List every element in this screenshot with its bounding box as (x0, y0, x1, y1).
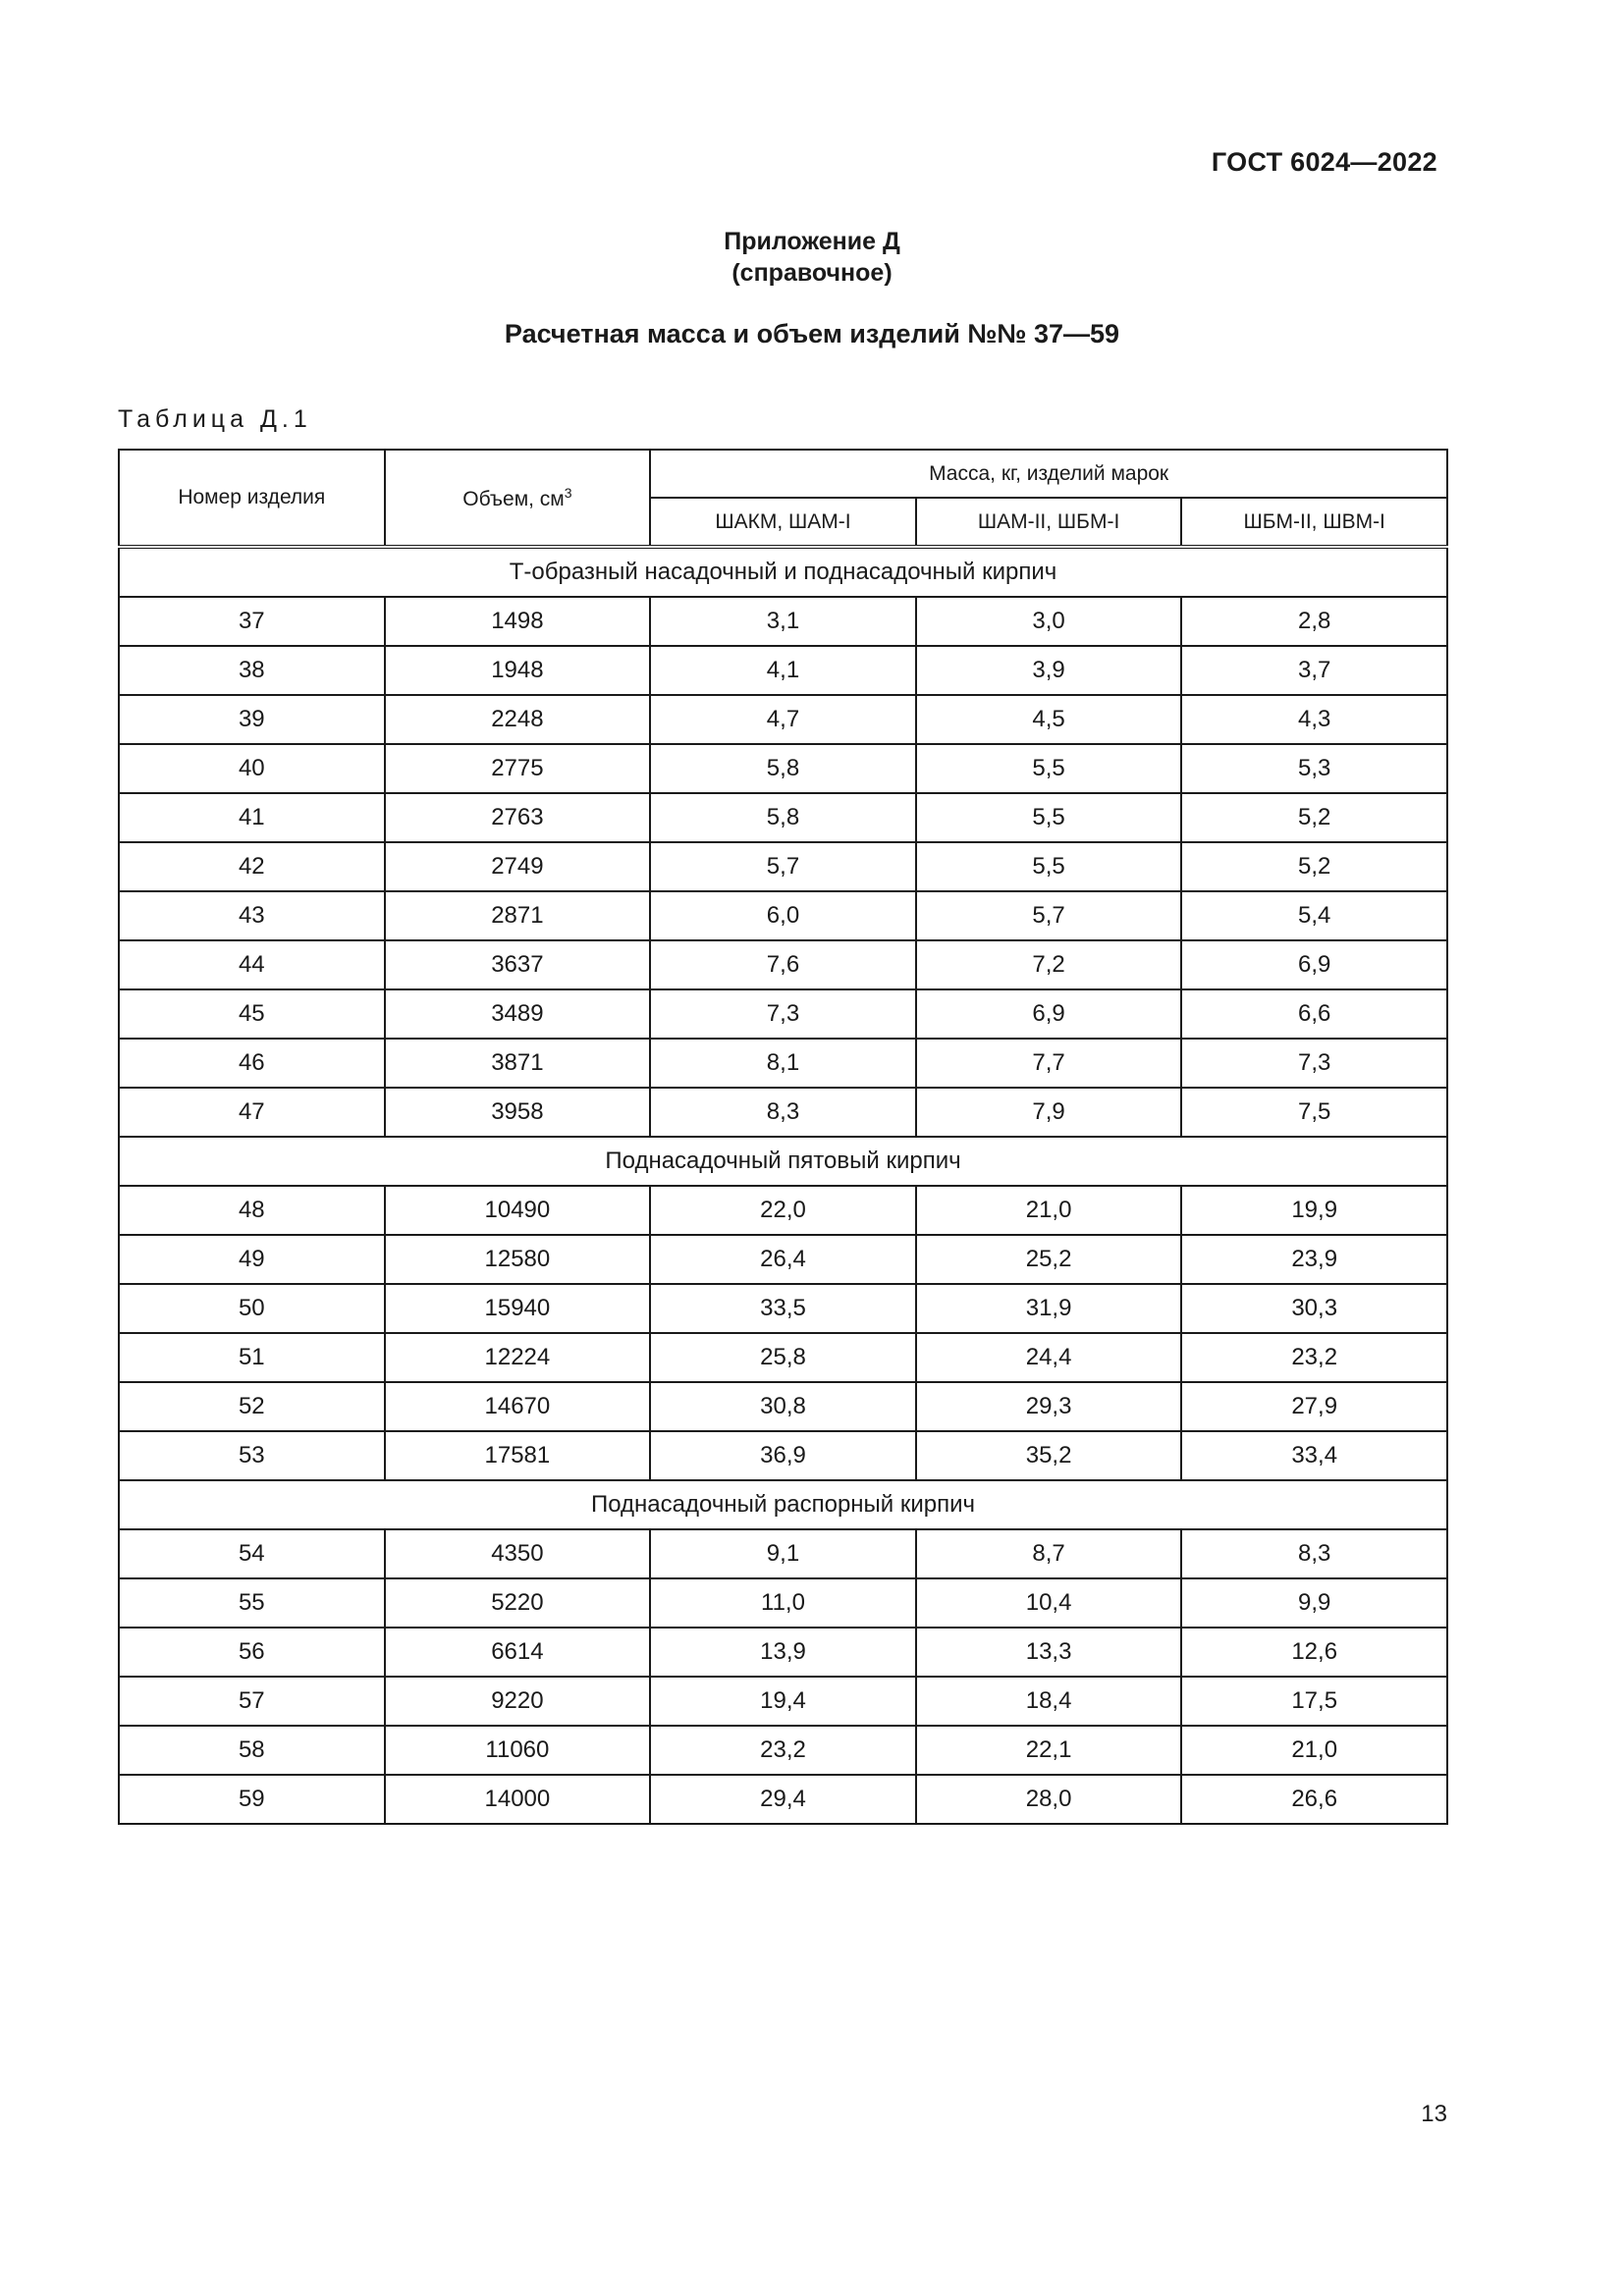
table-row (119, 940, 1447, 989)
cell-item-number: 48 (119, 1186, 385, 1235)
cell-volume: 4350 (385, 1529, 651, 1578)
cell-item-number: 52 (119, 1382, 385, 1431)
document-code: ГОСТ 6024—2022 (1211, 147, 1437, 177)
header-volume-label: Объем, см (462, 487, 565, 510)
cell-item-number: 38 (119, 646, 385, 695)
cell-mass-grade-3: 23,2 (1181, 1333, 1447, 1382)
cell-mass-grade-3: 5,2 (1181, 842, 1447, 891)
cell-item-number: 54 (119, 1529, 385, 1578)
table-row (119, 1039, 1447, 1088)
cell-mass-grade-1: 29,4 (650, 1775, 916, 1824)
cell-mass-grade-3: 5,4 (1181, 891, 1447, 940)
cell-mass-grade-2: 3,9 (916, 646, 1182, 695)
cell-volume: 1498 (385, 597, 651, 646)
table-row (119, 989, 1447, 1039)
cell-volume: 11060 (385, 1726, 651, 1775)
cell-item-number: 46 (119, 1039, 385, 1088)
cell-mass-grade-2: 8,7 (916, 1529, 1182, 1578)
cell-mass-grade-1: 5,8 (650, 744, 916, 793)
cell-mass-grade-2: 24,4 (916, 1333, 1182, 1382)
cell-mass-grade-2: 4,5 (916, 695, 1182, 744)
cell-volume: 3637 (385, 940, 651, 989)
cell-volume: 2763 (385, 793, 651, 842)
header-grade-2: ШАМ-II, ШБМ-I (916, 498, 1182, 547)
header-mass-group: Масса, кг, изделий марок (650, 450, 1447, 498)
cell-mass-grade-2: 5,7 (916, 891, 1182, 940)
section-title: Поднасадочный распорный кирпич (119, 1480, 1447, 1529)
cell-item-number: 51 (119, 1333, 385, 1382)
cell-volume: 9220 (385, 1677, 651, 1726)
cell-item-number: 37 (119, 597, 385, 646)
cell-mass-grade-3: 33,4 (1181, 1431, 1447, 1480)
cell-mass-grade-1: 23,2 (650, 1726, 916, 1775)
cell-mass-grade-2: 6,9 (916, 989, 1182, 1039)
section-title: Т-образный насадочный и поднасадочный кирпич (119, 547, 1447, 597)
cell-volume: 17581 (385, 1431, 651, 1480)
cell-mass-grade-3: 7,3 (1181, 1039, 1447, 1088)
cell-mass-grade-2: 25,2 (916, 1235, 1182, 1284)
cell-mass-grade-1: 22,0 (650, 1186, 916, 1235)
table-row (119, 744, 1447, 793)
cell-mass-grade-1: 7,6 (650, 940, 916, 989)
header-grade-1: ШАКМ, ШАМ-I (650, 498, 916, 547)
section-row (119, 1480, 1447, 1529)
cell-item-number: 49 (119, 1235, 385, 1284)
cell-mass-grade-1: 11,0 (650, 1578, 916, 1628)
cell-mass-grade-1: 8,1 (650, 1039, 916, 1088)
cell-mass-grade-2: 29,3 (916, 1382, 1182, 1431)
cell-mass-grade-3: 12,6 (1181, 1628, 1447, 1677)
cell-mass-grade-1: 3,1 (650, 597, 916, 646)
table-row (119, 695, 1447, 744)
cell-mass-grade-1: 30,8 (650, 1382, 916, 1431)
cell-mass-grade-2: 5,5 (916, 744, 1182, 793)
table-row (119, 891, 1447, 940)
cell-mass-grade-2: 21,0 (916, 1186, 1182, 1235)
cell-mass-grade-1: 5,7 (650, 842, 916, 891)
cell-volume: 2248 (385, 695, 651, 744)
cell-item-number: 41 (119, 793, 385, 842)
cell-mass-grade-3: 4,3 (1181, 695, 1447, 744)
cell-mass-grade-2: 5,5 (916, 793, 1182, 842)
table-row (119, 1088, 1447, 1137)
table-row (119, 793, 1447, 842)
cell-item-number: 56 (119, 1628, 385, 1677)
cell-mass-grade-1: 13,9 (650, 1628, 916, 1677)
cell-item-number: 58 (119, 1726, 385, 1775)
cell-mass-grade-1: 36,9 (650, 1431, 916, 1480)
cell-mass-grade-2: 13,3 (916, 1628, 1182, 1677)
header-grade-3: ШБМ-II, ШВМ-I (1181, 498, 1447, 547)
cell-item-number: 39 (119, 695, 385, 744)
cell-mass-grade-3: 2,8 (1181, 597, 1447, 646)
table-row (119, 1775, 1447, 1824)
cell-mass-grade-1: 5,8 (650, 793, 916, 842)
table-caption: Таблица Д.1 (118, 405, 312, 433)
cell-mass-grade-1: 4,1 (650, 646, 916, 695)
cell-volume: 1948 (385, 646, 651, 695)
cell-mass-grade-1: 33,5 (650, 1284, 916, 1333)
cell-mass-grade-1: 26,4 (650, 1235, 916, 1284)
cell-mass-grade-1: 9,1 (650, 1529, 916, 1578)
table-body (119, 547, 1447, 1824)
cell-volume: 2871 (385, 891, 651, 940)
cell-volume: 3871 (385, 1039, 651, 1088)
cell-mass-grade-1: 25,8 (650, 1333, 916, 1382)
table-row (119, 1726, 1447, 1775)
cell-item-number: 43 (119, 891, 385, 940)
mass-volume-table (118, 449, 1448, 1825)
cell-mass-grade-1: 7,3 (650, 989, 916, 1039)
table-row (119, 1677, 1447, 1726)
table-row (119, 1333, 1447, 1382)
cell-mass-grade-3: 7,5 (1181, 1088, 1447, 1137)
table-row (119, 1529, 1447, 1578)
cell-mass-grade-3: 5,3 (1181, 744, 1447, 793)
header-volume-exponent: 3 (564, 484, 572, 501)
cell-mass-grade-2: 10,4 (916, 1578, 1182, 1628)
cell-volume: 5220 (385, 1578, 651, 1628)
cell-mass-grade-3: 3,7 (1181, 646, 1447, 695)
cell-item-number: 55 (119, 1578, 385, 1628)
cell-volume: 10490 (385, 1186, 651, 1235)
table-row (119, 1235, 1447, 1284)
table-row (119, 646, 1447, 695)
cell-volume: 15940 (385, 1284, 651, 1333)
cell-mass-grade-2: 3,0 (916, 597, 1182, 646)
cell-mass-grade-3: 23,9 (1181, 1235, 1447, 1284)
cell-mass-grade-3: 27,9 (1181, 1382, 1447, 1431)
cell-mass-grade-2: 31,9 (916, 1284, 1182, 1333)
cell-mass-grade-1: 4,7 (650, 695, 916, 744)
table-row (119, 1431, 1447, 1480)
cell-volume: 2775 (385, 744, 651, 793)
section-title: Поднасадочный пятовый кирпич (119, 1137, 1447, 1186)
cell-item-number: 45 (119, 989, 385, 1039)
cell-mass-grade-3: 17,5 (1181, 1677, 1447, 1726)
cell-volume: 3958 (385, 1088, 651, 1137)
table-row (119, 1578, 1447, 1628)
cell-mass-grade-3: 6,6 (1181, 989, 1447, 1039)
appendix-heading (0, 226, 1624, 289)
page-number: 13 (1421, 2101, 1447, 2127)
cell-mass-grade-3: 9,9 (1181, 1578, 1447, 1628)
table-row (119, 1186, 1447, 1235)
cell-volume: 14670 (385, 1382, 651, 1431)
cell-mass-grade-1: 8,3 (650, 1088, 916, 1137)
cell-mass-grade-3: 30,3 (1181, 1284, 1447, 1333)
section-row (119, 1137, 1447, 1186)
cell-item-number: 57 (119, 1677, 385, 1726)
cell-mass-grade-1: 19,4 (650, 1677, 916, 1726)
cell-item-number: 44 (119, 940, 385, 989)
cell-mass-grade-2: 7,7 (916, 1039, 1182, 1088)
cell-mass-grade-2: 7,9 (916, 1088, 1182, 1137)
cell-volume: 12580 (385, 1235, 651, 1284)
cell-mass-grade-3: 6,9 (1181, 940, 1447, 989)
section-row (119, 547, 1447, 597)
cell-item-number: 59 (119, 1775, 385, 1824)
cell-volume: 2749 (385, 842, 651, 891)
cell-mass-grade-3: 8,3 (1181, 1529, 1447, 1578)
cell-mass-grade-3: 19,9 (1181, 1186, 1447, 1235)
table-row (119, 1382, 1447, 1431)
cell-mass-grade-2: 28,0 (916, 1775, 1182, 1824)
cell-mass-grade-2: 18,4 (916, 1677, 1182, 1726)
cell-mass-grade-2: 7,2 (916, 940, 1182, 989)
appendix-title: Приложение Д (724, 228, 900, 255)
cell-item-number: 50 (119, 1284, 385, 1333)
cell-mass-grade-3: 21,0 (1181, 1726, 1447, 1775)
cell-item-number: 53 (119, 1431, 385, 1480)
table-row (119, 842, 1447, 891)
cell-volume: 6614 (385, 1628, 651, 1677)
cell-mass-grade-1: 6,0 (650, 891, 916, 940)
cell-mass-grade-3: 5,2 (1181, 793, 1447, 842)
cell-item-number: 42 (119, 842, 385, 891)
cell-mass-grade-2: 22,1 (916, 1726, 1182, 1775)
table-row (119, 1284, 1447, 1333)
cell-item-number: 40 (119, 744, 385, 793)
cell-mass-grade-3: 26,6 (1181, 1775, 1447, 1824)
cell-volume: 12224 (385, 1333, 651, 1382)
appendix-subtitle: (справочное) (731, 259, 893, 287)
cell-mass-grade-2: 35,2 (916, 1431, 1182, 1480)
table-row (119, 1628, 1447, 1677)
header-item-number: Номер изделия (119, 450, 385, 547)
table-row (119, 597, 1447, 646)
cell-mass-grade-2: 5,5 (916, 842, 1182, 891)
cell-volume: 3489 (385, 989, 651, 1039)
cell-item-number: 47 (119, 1088, 385, 1137)
page-title: Расчетная масса и объем изделий №№ 37—59 (504, 319, 1120, 348)
cell-volume: 14000 (385, 1775, 651, 1824)
header-volume (385, 450, 651, 547)
